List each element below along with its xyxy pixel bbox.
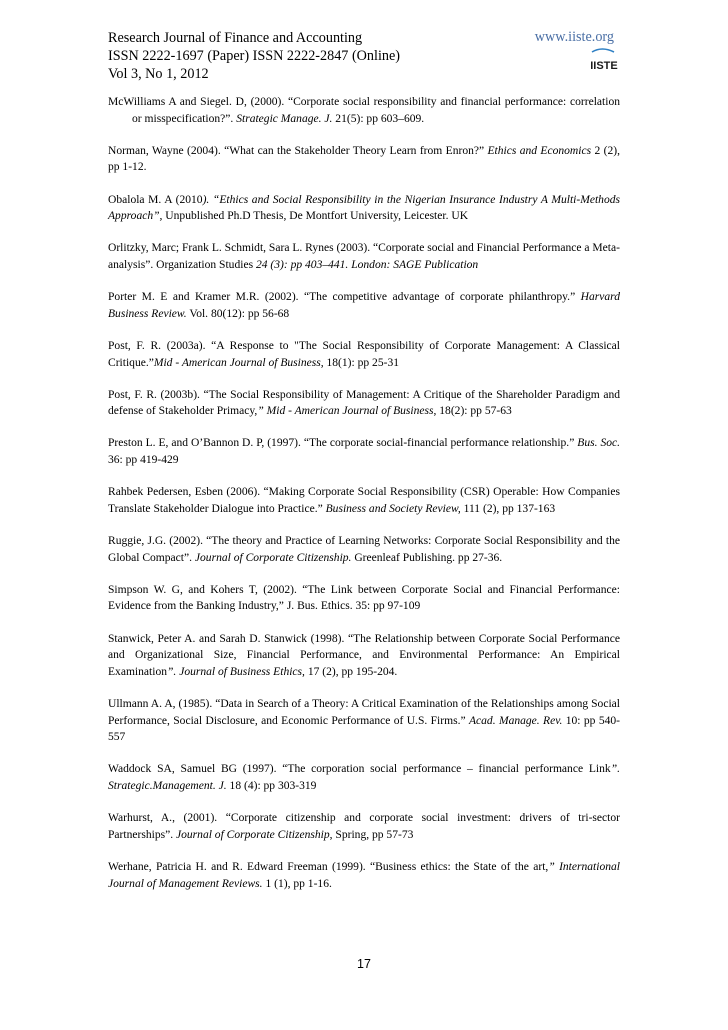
reference-entry (108, 696, 620, 746)
reference-entry (108, 240, 620, 273)
reference-details: Unpublished Ph.D Thesis, De Montfort University, Leicester. UK (162, 210, 469, 223)
reference-details: 2 (2), pp 1-12. (108, 144, 620, 174)
journal-url-link[interactable]: www.iiste.org (534, 29, 614, 45)
reference-text: Post, F. R. (2003b). “The Social Responsibility of Management: A Critique of the Shareholder Paradigm and defense of Stakeholder Primacy, (108, 388, 620, 418)
reference-entry (108, 859, 620, 892)
reference-text: Orlitzky, Marc; Frank L. Schmidt, Sara L. Rynes (2003). “Corporate social and Financial Performance a Meta-analysis”. Organization Studies (108, 242, 620, 271)
reference-text: Simpson W. G, and Kohers T, (2002). “The Link between Corporate Social and Financial Performance: Evidence from the Banking Industry,” J. Bus. Ethics. 35: pp 97-109 (108, 583, 620, 613)
reference-source: ”. Strategic.Management. J. (108, 763, 620, 792)
reference-text: Norman, Wayne (2004). “What can the Stakeholder Theory Learn from Enron?” (108, 144, 488, 157)
reference-details: 17 (2), pp 195-204. (304, 665, 398, 678)
reference-source: 24 (3): pp 403–441. London: SAGE Publication (255, 258, 479, 271)
reference-details: Greenleaf Publishing. pp 27-36. (351, 551, 503, 564)
reference-text: Preston L. E, and O’Bannon D. P, (1997). “The corporate social-financial performance relationship.” (108, 437, 578, 450)
reference-details: , 18(2): pp 57-63 (433, 405, 512, 418)
reference-text: Rahbek Pedersen, Esben (2006). “Making Corporate Social Responsibility (CSR) Operable: How Companies Translate Stakeholder Dialogue into Practice.” (108, 486, 620, 515)
iiste-logo-icon (588, 47, 620, 75)
reference-source: Acad. Manage. Rev. (468, 714, 563, 727)
reference-text: McWilliams A and Siegel. D, (2000). “Corporate social responsibility and financial performance: correlation or misspecification?”. (108, 96, 620, 125)
page-number: 17 (357, 957, 371, 971)
reference-source: Journal of Corporate Citizenship. (194, 551, 352, 564)
reference-details: 18 (4): pp 303-319 (226, 779, 317, 792)
reference-source: Business and Society Review, (325, 502, 461, 515)
reference-source: ” Mid - American Journal of Business (257, 405, 434, 418)
reference-text: Stanwick, Peter A. and Sarah D. Stanwick (1998). “The Relationship between Corporate Social Performance and Organizational Size, Financial Performance, and Environmental Performance: An Empirical Examination (108, 632, 620, 678)
reference-text: Ruggie, J.G. (2002). “The theory and Practice of Learning Networks: Corporate Social Responsibility and the Global Compact”. (108, 535, 620, 564)
reference-details: 21(5): pp 603–609. (332, 112, 425, 125)
reference-details: 1 (1), pp 1-16. (262, 877, 332, 890)
reference-source: Harvard Business Review. (108, 291, 620, 320)
reference-source: Journal of Corporate Citizenship (176, 828, 330, 841)
reference-source: Strategic Manage. J. (236, 112, 333, 125)
reference-source: Ethics and Economics (487, 144, 592, 157)
reference-details: 36: pp 419-429 (108, 454, 179, 467)
reference-source: Bus. Soc. (577, 437, 620, 450)
reference-text: Obalola M. A (2010 (108, 193, 203, 206)
reference-text: Waddock SA, Samuel BG (1997). “The corporation social performance – financial performance Link (108, 763, 611, 776)
reference-details: 18(1): pp 25-31 (323, 356, 399, 369)
reference-details: 10: pp 540-557 (108, 714, 620, 744)
volume-line: Vol 3, No 1, 2012 (108, 66, 209, 82)
reference-entry (108, 94, 620, 127)
reference-entry (108, 631, 620, 681)
reference-entry (108, 484, 620, 517)
reference-entry (108, 338, 620, 371)
reference-text: Porter M. E and Kramer M.R. (2002). “The competitive advantage of corporate philanthropy.” (108, 291, 581, 304)
issn-line: ISSN 2222-1697 (Paper) ISSN 2222-2847 (Online) (108, 48, 401, 64)
reference-entry (108, 761, 620, 794)
reference-entry (108, 533, 620, 566)
reference-text: Werhane, Patricia H. and R. Edward Freeman (1999). “Business ethics: the State of the art, (108, 860, 549, 873)
reference-entry (108, 810, 620, 843)
reference-details: Vol. 80(12): pp 56-68 (186, 307, 290, 320)
reference-text: Warhurst, A., (2001). “Corporate citizenship and corporate social investment: drivers of tri-sector Partnerships”. (108, 812, 620, 841)
reference-source: ). “Ethics and Social Responsibility in the Nigerian Insurance Industry A Multi-Methods Approach”, (108, 193, 621, 223)
logo-text: IISTE (590, 60, 618, 72)
reference-entry (108, 289, 620, 322)
page-header (108, 29, 620, 83)
reference-text: Ullmann A. A, (1985). “Data in Search of a Theory: A Critical Examination of the Relationships among Social Performance, Social Disclosure, and Economic Performance of U.S. Firms.” (108, 697, 620, 727)
reference-list (108, 94, 620, 908)
reference-source: ” International Journal of Management Reviews. (108, 860, 621, 890)
reference-details: , Spring, pp 57-73 (329, 828, 414, 841)
reference-entry (108, 387, 620, 420)
reference-source: ”. Journal of Business Ethics, (167, 665, 305, 678)
reference-text: Post, F. R. (2003a). “A Response to "The Social Responsibility of Corporate Management: A Classical Critique.” (108, 339, 620, 369)
reference-entry (108, 192, 620, 225)
reference-entry (108, 143, 620, 176)
reference-source: Mid - American Journal of Business, (153, 356, 324, 369)
reference-entry (108, 435, 620, 468)
reference-entry (108, 582, 620, 615)
journal-title: Research Journal of Finance and Accounting (108, 30, 363, 46)
reference-details: 111 (2), pp 137-163 (460, 502, 556, 515)
